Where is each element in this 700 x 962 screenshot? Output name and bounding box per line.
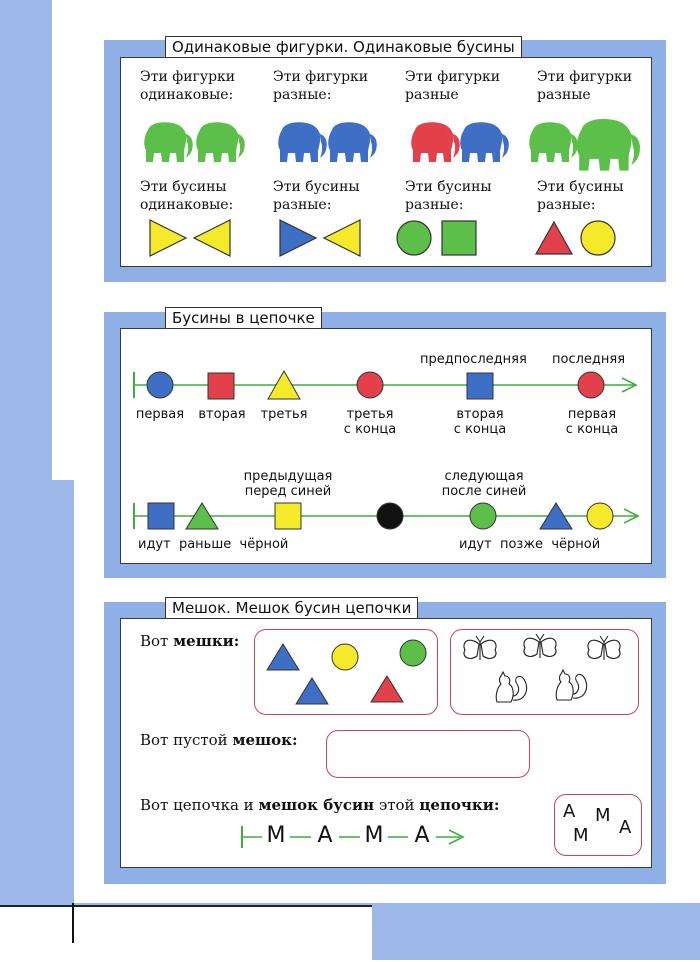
elephant-blue-1 <box>278 122 326 162</box>
bottom-white-area <box>0 905 372 962</box>
bead-caption-4 <box>537 178 624 214</box>
line3-prefix: Вот цепочка и <box>140 796 259 814</box>
label-go-2: идут <box>459 537 492 552</box>
yellow-triangle-2 <box>194 220 230 256</box>
figure-caption-1-line1: Эти фигурки <box>140 69 236 85</box>
label-preceding-blue <box>230 469 346 499</box>
bag-green-circle <box>400 640 426 666</box>
bag-red-triangle <box>371 676 403 702</box>
figure-caption-4-line2: разные <box>537 87 591 103</box>
corner-line <box>72 903 74 943</box>
bag-blue-triangle-2 <box>296 678 328 704</box>
yellow-triangle-1 <box>150 220 186 256</box>
bead-caption-3 <box>405 178 492 214</box>
chain-letter-2: А <box>311 823 339 849</box>
figure-caption-3-line2: разные <box>405 87 459 103</box>
bag-animals <box>450 629 639 715</box>
label-following-line2: после синей <box>441 484 527 499</box>
left-margin-strip-lower <box>52 480 74 905</box>
letter-bag <box>554 794 642 856</box>
line3-bold2: цепочки: <box>419 796 500 814</box>
figure-caption-4-line1: Эти фигурки <box>537 69 633 85</box>
elephant-green-1 <box>144 122 192 162</box>
figure-caption-4 <box>537 68 632 104</box>
yellow-circle <box>581 221 615 255</box>
chain-letter-3: М <box>360 823 388 849</box>
bead-green-circle <box>470 503 496 529</box>
label-go-after-black <box>459 537 600 552</box>
squirrel-icon <box>496 672 526 702</box>
label-second-from-end <box>444 407 516 437</box>
section-chain-title: Бусины в цепочке <box>165 307 322 329</box>
label-second-from-end-line2: с конца <box>453 422 507 437</box>
elephants-illustration <box>120 110 650 172</box>
label-following-blue <box>428 469 540 499</box>
line-here-are-bags <box>140 632 239 650</box>
chain-row-1 <box>120 362 650 406</box>
label-first-text: первая <box>135 407 185 422</box>
elephant-blue-3 <box>460 122 508 162</box>
label-first <box>132 407 188 422</box>
label-black-1: чёрной <box>239 537 289 552</box>
figure-caption-3-line1: Эти фигурки <box>405 69 501 85</box>
label-first-from-end-line1: первая <box>567 407 617 422</box>
bead-red-circle-2 <box>578 372 604 398</box>
bead-blue-square-2 <box>148 503 174 529</box>
figure-caption-2 <box>273 68 368 104</box>
label-second <box>194 407 250 422</box>
green-square <box>442 221 476 255</box>
bead-red-square <box>208 373 234 399</box>
bead-red-circle-1 <box>357 372 383 398</box>
figure-caption-1 <box>140 68 235 104</box>
label-third-from-end-line2: с конца <box>343 422 397 437</box>
label-last: последняя <box>552 352 626 367</box>
figure-caption-1-line2: одинаковые: <box>140 87 234 103</box>
label-preceding-line2: перед синей <box>244 484 332 499</box>
bead-caption-1-line2: одинаковые: <box>140 197 234 213</box>
line3-mid: этой <box>374 796 420 814</box>
bag-letter-4: М <box>573 825 589 846</box>
bead-blue-square <box>467 373 493 399</box>
label-black-2: чёрной <box>551 537 601 552</box>
green-circle <box>397 221 431 255</box>
line2-bold: мешок: <box>232 731 298 749</box>
label-penultimate: предпоследняя <box>420 352 527 367</box>
figure-caption-2-line1: Эти фигурки <box>273 69 369 85</box>
line-chain-and-bag <box>140 796 499 814</box>
label-go-before-black <box>138 537 288 552</box>
bead-caption-4-line1: Эти бусины <box>537 179 624 195</box>
bag-letter-2: М <box>595 805 611 826</box>
bead-caption-1 <box>140 178 233 214</box>
label-second-text: вторая <box>198 407 246 422</box>
left-margin-strip <box>0 0 52 960</box>
bead-blue-circle <box>147 372 173 398</box>
section-bag-title: Мешок. Мешок бусин цепочки <box>165 597 418 619</box>
label-later: позже <box>499 537 544 552</box>
chain-letter-1: М <box>262 823 290 849</box>
chain-letter-4: А <box>408 823 436 849</box>
line-empty-bag <box>140 731 298 749</box>
label-first-from-end-line2: с конца <box>565 422 619 437</box>
bead-caption-4-line2: разные: <box>537 197 596 213</box>
elephant-red <box>411 122 459 162</box>
bag-shapes <box>254 629 438 715</box>
bead-yellow-square <box>275 503 301 529</box>
red-triangle <box>536 222 572 254</box>
line1-prefix: Вот <box>140 632 174 650</box>
bead-caption-3-line1: Эти бусины <box>405 179 492 195</box>
bead-caption-2-line2: разные: <box>273 197 332 213</box>
chain-row-2 <box>120 496 650 536</box>
label-third-from-end <box>334 407 406 437</box>
figure-caption-2-line2: разные: <box>273 87 332 103</box>
bag-blue-triangle-1 <box>267 644 299 670</box>
label-third-text: третья <box>260 407 308 422</box>
bead-caption-2 <box>273 178 360 214</box>
label-second-from-end-line1: вторая <box>456 407 504 422</box>
elephant-green-large <box>577 119 640 171</box>
squirrel-icon <box>556 670 586 700</box>
bag-yellow-circle <box>332 644 358 670</box>
butterfly-icon <box>464 636 496 660</box>
bag-letter-3: А <box>619 817 632 838</box>
butterfly-icon <box>588 636 620 660</box>
butterfly-icon <box>524 634 556 658</box>
label-preceding-line1: предыдущая <box>243 469 333 484</box>
bead-shapes <box>120 212 650 262</box>
yellow-triangle-3 <box>324 220 360 256</box>
line1-bold: мешки: <box>173 632 240 650</box>
elephant-green-small <box>529 122 577 162</box>
line2-prefix: Вот пустой <box>140 731 233 749</box>
line3-bold1: мешок бусин <box>258 796 375 814</box>
label-following-line1: следующая <box>444 469 524 484</box>
bottom-margin-band-lower <box>372 925 700 960</box>
label-earlier: раньше <box>178 537 232 552</box>
bag-animals-drawing <box>451 630 638 714</box>
elephant-blue-2 <box>328 122 376 162</box>
elephant-green-2 <box>196 122 244 162</box>
bead-caption-3-line2: разные: <box>405 197 464 213</box>
label-third <box>256 407 312 422</box>
bag-letter-1: А <box>563 801 576 822</box>
label-go-1: идут <box>138 537 171 552</box>
section-identical-title: Одинаковые фигурки. Одинаковые бусины <box>165 36 522 58</box>
bead-black-circle <box>377 503 403 529</box>
label-first-from-end <box>556 407 628 437</box>
bag-shapes-drawing <box>255 630 437 714</box>
bead-caption-2-line1: Эти бусины <box>273 179 360 195</box>
bead-caption-1-line1: Эти бусины <box>140 179 227 195</box>
empty-bag <box>326 730 530 778</box>
blue-triangle <box>280 220 316 256</box>
label-third-from-end-line1: третья <box>346 407 394 422</box>
figure-caption-3 <box>405 68 500 104</box>
bead-yellow-circle <box>587 503 613 529</box>
